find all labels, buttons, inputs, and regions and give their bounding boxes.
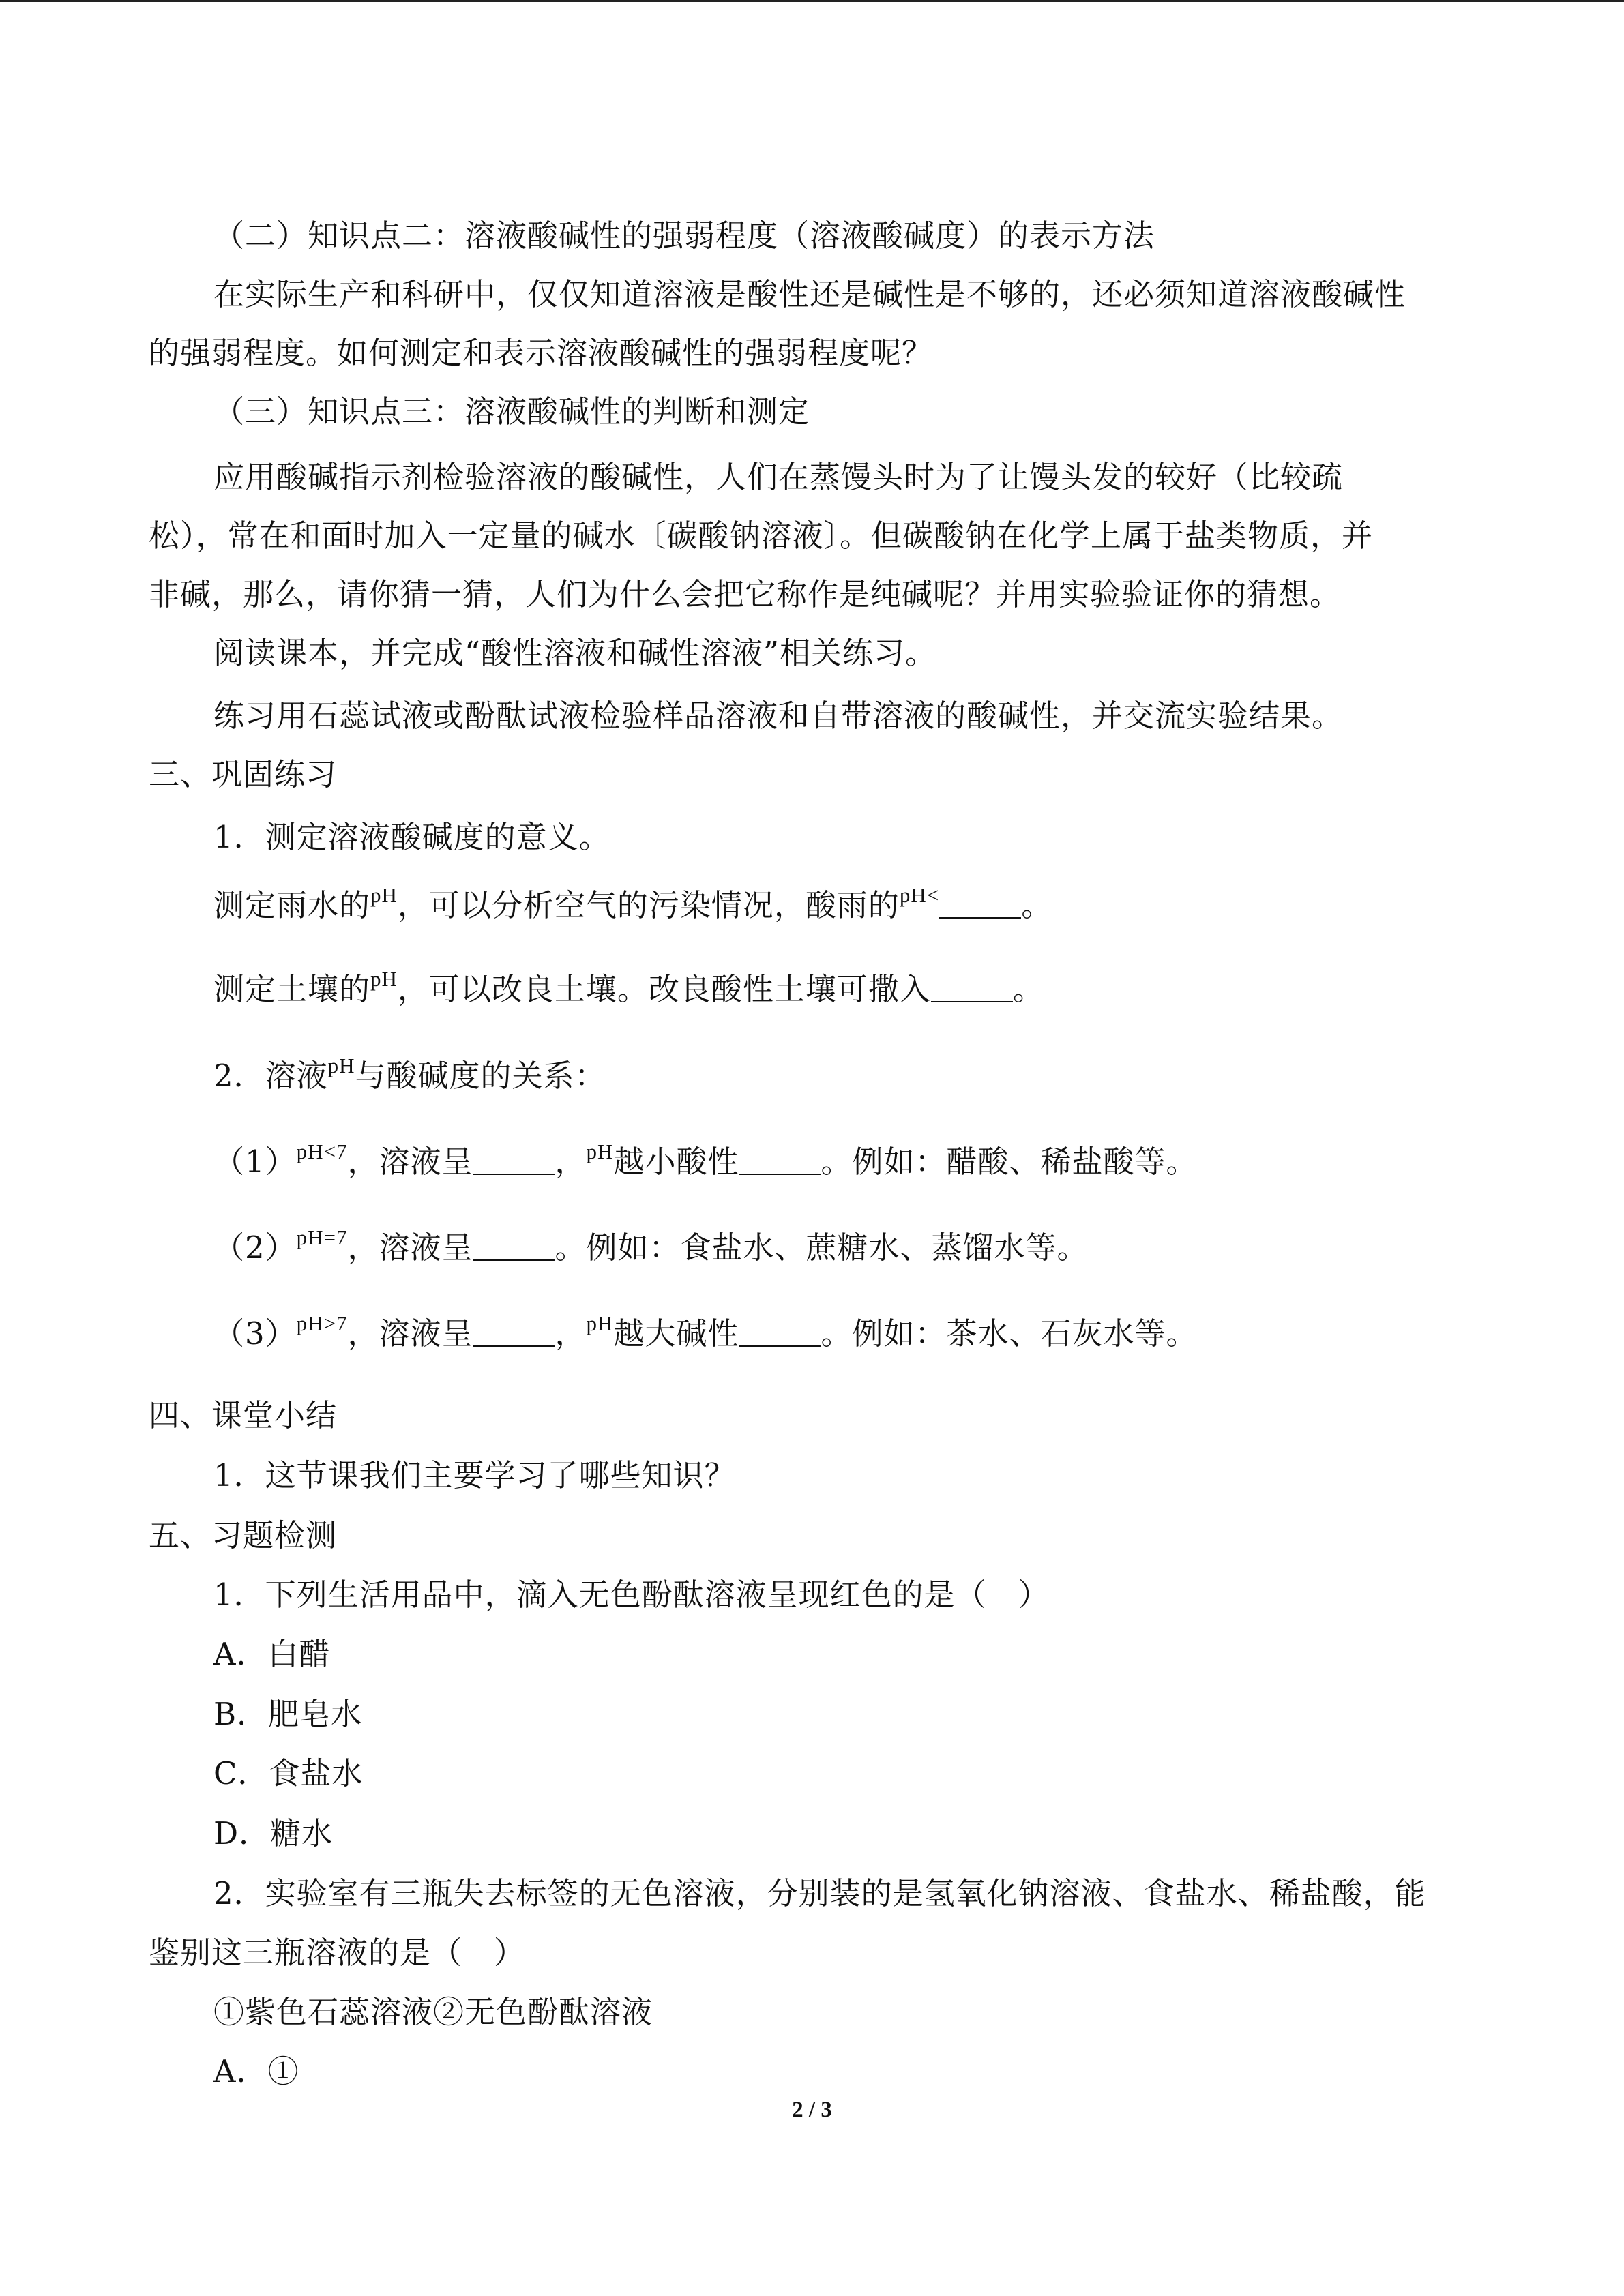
section-heading-knowledge-point-2: （二）知识点二：溶液酸碱性的强弱程度（溶液酸碱度）的表示方法 <box>213 218 1155 254</box>
ph-superscript: pH <box>586 1139 614 1163</box>
question-line: ①紫色石蕊溶液②无色酚酞溶液 <box>213 1994 653 2030</box>
line-text: ，可以分析空气的污染情况，酸雨的 <box>397 887 900 923</box>
fill-in-line-neutral <box>213 1227 1550 1268</box>
section-heading-exercises: 五、习题检测 <box>149 1517 338 1553</box>
question-line: 鉴别这三瓶溶液的是（ ） <box>149 1935 526 1971</box>
question-item: 1．下列生活用品中，滴入无色酚酞溶液呈现红色的是（ ） <box>213 1577 1050 1613</box>
paragraph-line: 阅读课本，并完成“酸性溶液和碱性溶液”相关练习。 <box>213 635 937 671</box>
line-text: 与酸碱度的关系： <box>355 1058 606 1094</box>
fill-in-line-rain-ph <box>213 885 1550 926</box>
ph-superscript: pH< <box>899 883 940 907</box>
line-text: 。例如：茶水、石灰水等。 <box>821 1315 1198 1352</box>
ph-superscript: pH <box>370 883 398 907</box>
line-text: 测定土壤的 <box>213 971 371 1007</box>
line-text: 。 <box>1021 887 1053 923</box>
line-text: （3） <box>213 1315 297 1352</box>
line-text: 2．溶液 <box>213 1058 328 1094</box>
section-heading-practice: 三、巩固练习 <box>149 756 338 792</box>
answer-blank <box>473 1232 555 1261</box>
question-item: 1．这节课我们主要学习了哪些知识？ <box>213 1457 736 1493</box>
answer-blank <box>931 974 1013 1002</box>
answer-blank <box>473 1146 555 1175</box>
paragraph-line: 松），常在和面时加入一定量的碱水〔碳酸钠溶液〕。但碳酸钠在化学上属于盐类物质，并 <box>149 518 1374 554</box>
answer-option-a: A．白醋 <box>213 1636 331 1672</box>
answer-blank <box>473 1318 555 1347</box>
fill-in-line-alkaline <box>213 1313 1550 1354</box>
paragraph-line: 的强弱程度。如何测定和表示溶液酸碱性的强弱程度呢？ <box>149 335 934 371</box>
answer-option-d: D．糖水 <box>213 1815 334 1851</box>
ph-superscript: pH=7 <box>296 1225 348 1249</box>
line-text: 。例如：食盐水、蔗糖水、蒸馏水等。 <box>555 1229 1089 1266</box>
question-item: 2．实验室有三瓶失去标签的无色溶液，分别装的是氢氧化钠溶液、食盐水、稀盐酸，能 <box>213 1875 1426 1911</box>
line-text: （2） <box>213 1229 297 1266</box>
line-text: ， <box>555 1315 587 1352</box>
answer-blank <box>739 1146 821 1175</box>
answer-blank <box>939 890 1021 919</box>
line-text: 。例如：醋酸、稀盐酸等。 <box>821 1144 1198 1180</box>
answer-blank <box>739 1318 821 1347</box>
line-text: ，溶液呈 <box>347 1229 473 1266</box>
line-text: ， <box>555 1144 587 1180</box>
line-text: （1） <box>213 1144 297 1180</box>
section-heading-knowledge-point-3: （三）知识点三：溶液酸碱性的判断和测定 <box>213 393 810 430</box>
paragraph-line: 练习用石蕊试液或酚酞试液检验样品溶液和自带溶液的酸碱性，并交流实验结果。 <box>213 698 1344 734</box>
section-heading-summary: 四、课堂小结 <box>149 1397 338 1433</box>
line-text: ，溶液呈 <box>347 1144 473 1180</box>
paragraph-line: 非碱，那么，请你猜一猜，人们为什么会把它称作是纯碱呢？并用实验验证你的猜想。 <box>149 576 1342 612</box>
line-text: 越大碱性 <box>613 1315 739 1352</box>
ph-superscript: pH<7 <box>296 1139 348 1163</box>
ph-superscript: pH <box>586 1311 614 1335</box>
line-text: 越小酸性 <box>613 1144 739 1180</box>
page-number: 2 / 3 <box>792 2098 832 2122</box>
line-text: ，溶液呈 <box>347 1315 473 1352</box>
line-text: 。 <box>1012 971 1044 1007</box>
ph-superscript: pH <box>327 1054 355 1077</box>
ph-superscript: pH>7 <box>296 1311 348 1335</box>
question-item-ph-relation <box>213 1056 1550 1097</box>
line-text: 测定雨水的 <box>213 887 371 923</box>
fill-in-line-acidic <box>213 1139 1550 1182</box>
question-item: 1．测定溶液酸碱度的意义。 <box>213 819 610 855</box>
paragraph-line: 应用酸碱指示剂检验溶液的酸碱性，人们在蒸馒头时为了让馒头发的较好（比较疏 <box>213 459 1344 495</box>
answer-option-c: C．食盐水 <box>213 1755 364 1791</box>
line-text: ，可以改良土壤。改良酸性土壤可撒入 <box>397 971 931 1007</box>
answer-option-a: A．① <box>213 2053 299 2089</box>
paragraph-line: 在实际生产和科研中，仅仅知道溶液是酸性还是碱性是不够的，还必须知道溶液酸碱性 <box>213 276 1406 312</box>
fill-in-line-soil-ph <box>213 969 1550 1010</box>
answer-option-b: B．肥皂水 <box>213 1696 363 1732</box>
ph-superscript: pH <box>370 967 398 991</box>
